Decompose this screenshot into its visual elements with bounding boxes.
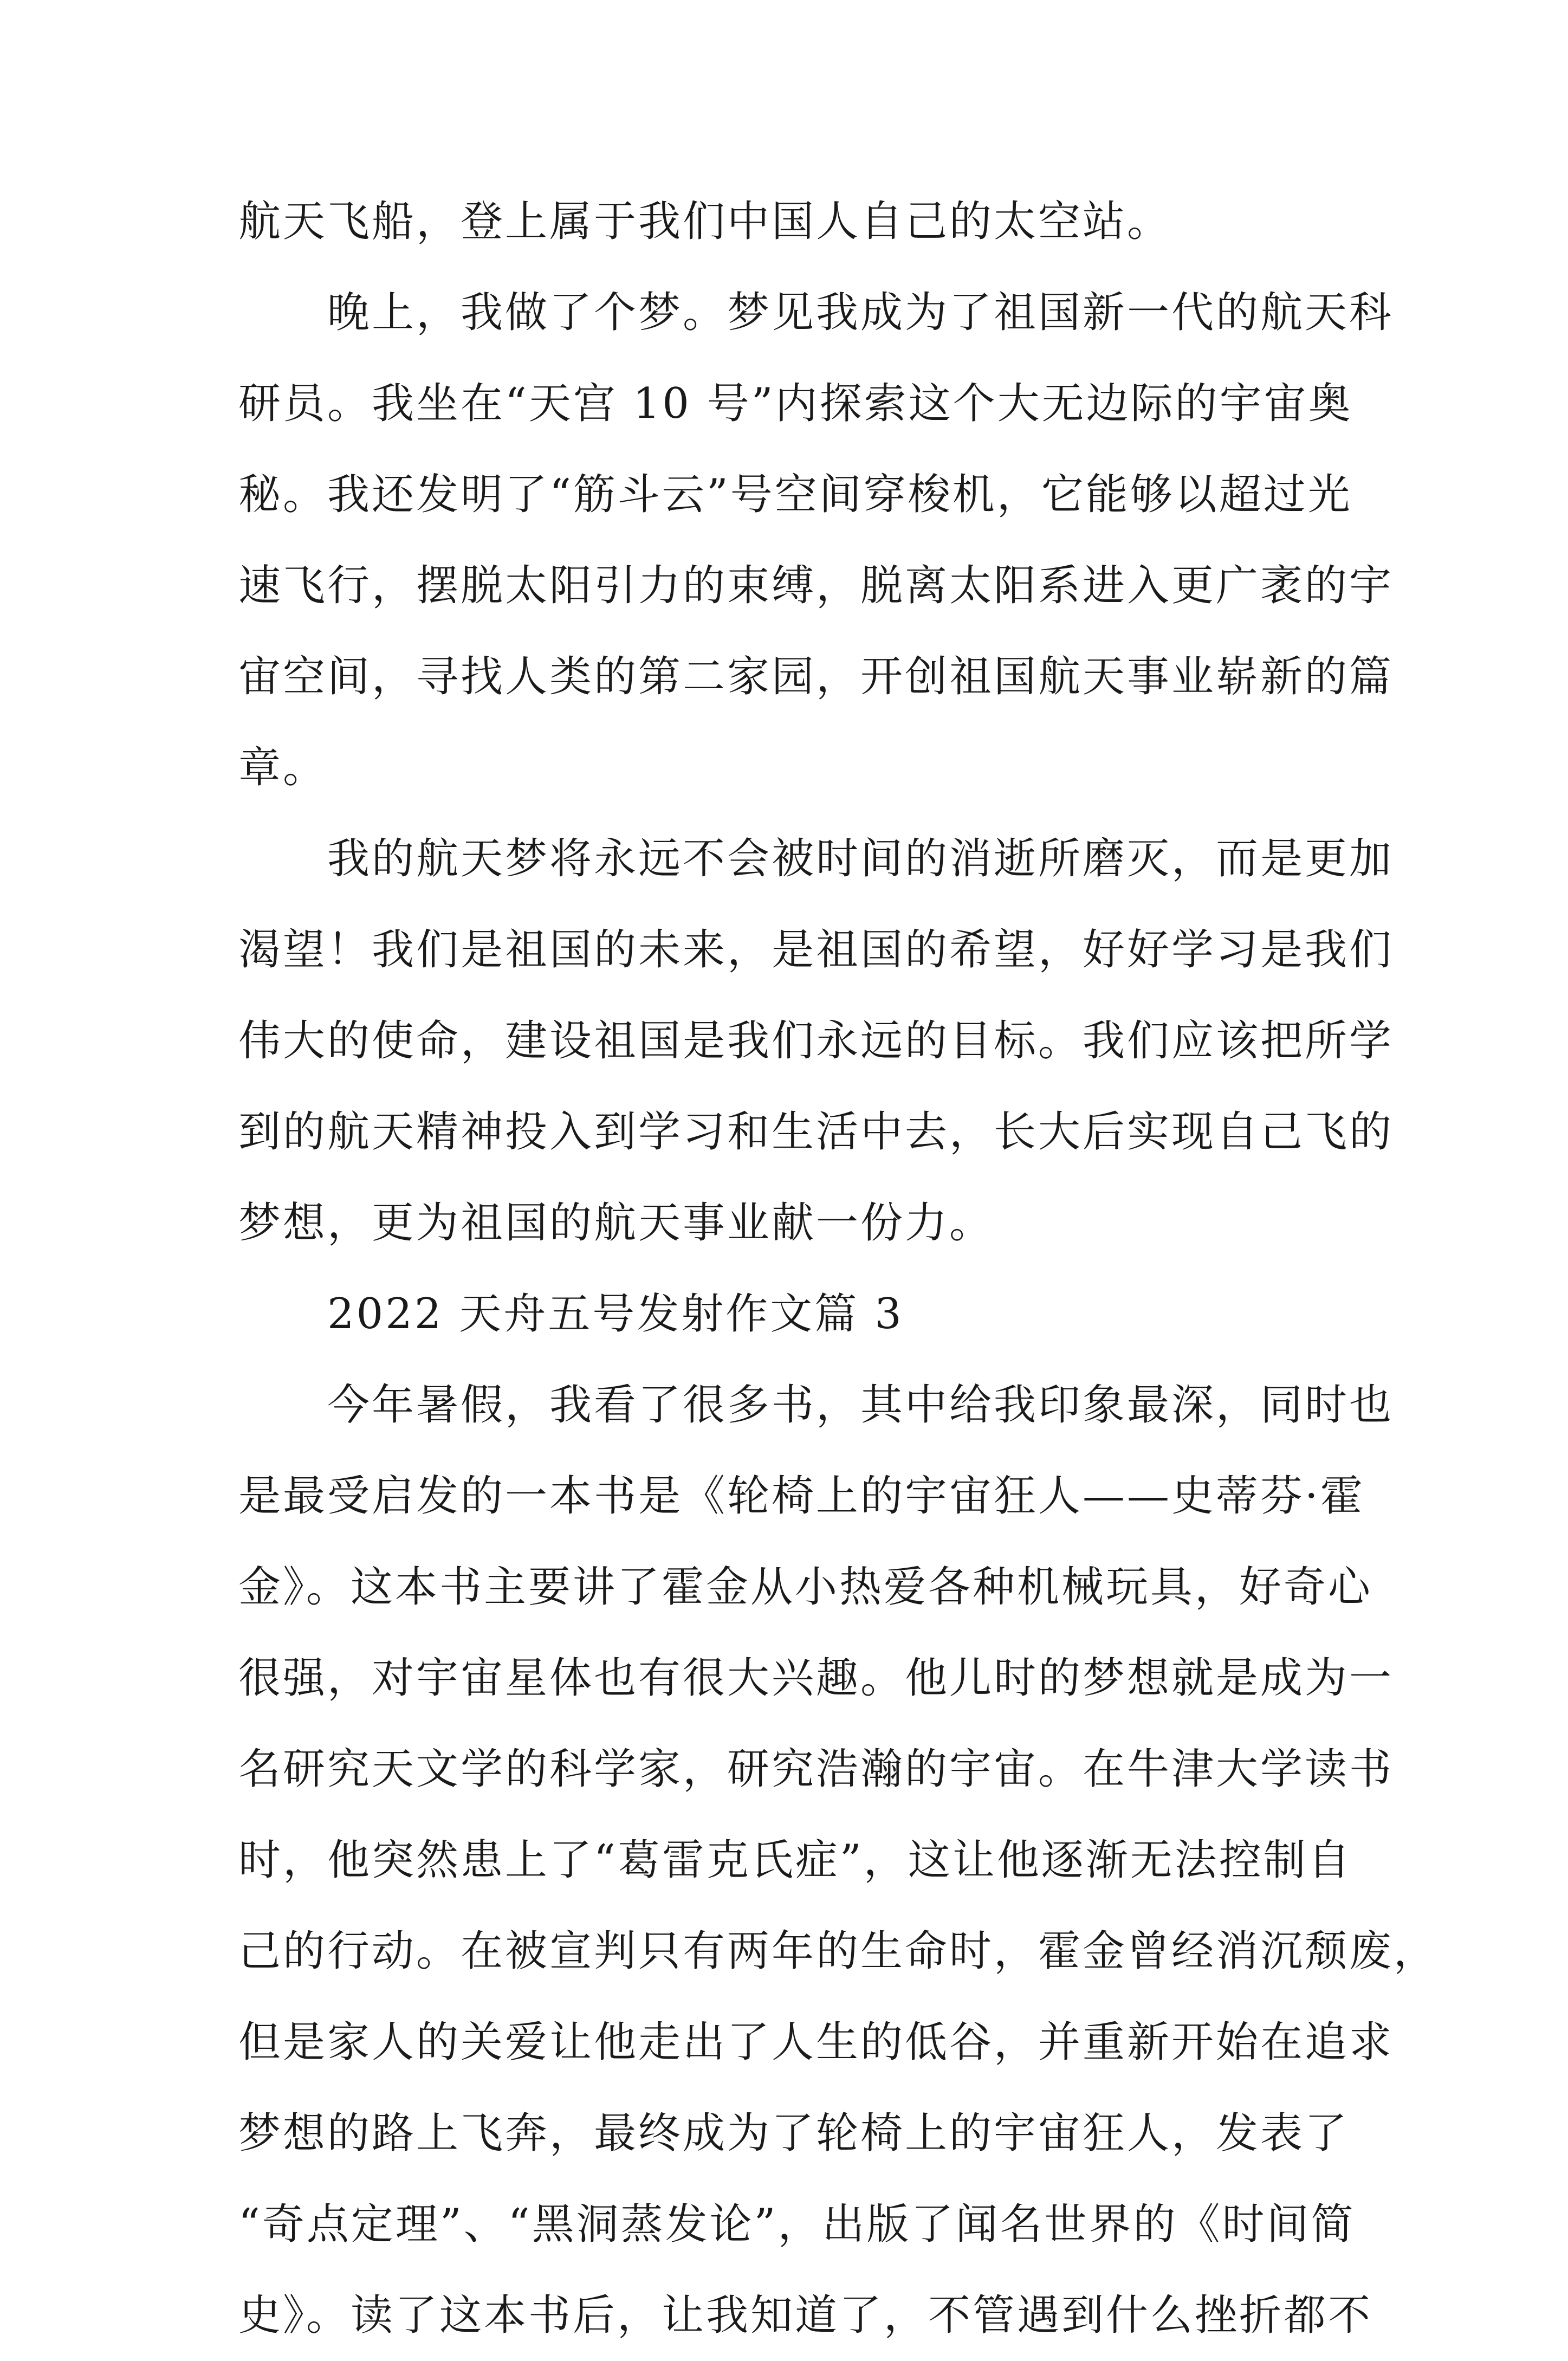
- text-line: 章。: [238, 743, 328, 792]
- text-line: 金》。这本书主要讲了霍金从小热爱各种机械玩具，好奇心: [238, 1563, 1373, 1612]
- paragraph-start-line: 晚上，我做了个梦。梦见我成为了祖国新一代的航天科: [327, 288, 1394, 337]
- text-line: 伟大的使命，建设祖国是我们永远的目标。我们应该把所学: [238, 1017, 1394, 1065]
- text-line: 梦想的路上飞奔，最终成为了轮椅上的宇宙狂人，发表了: [238, 2109, 1350, 2158]
- text-line: 是最受启发的一本书是《轮椅上的宇宙狂人——史蒂芬·霍: [238, 1472, 1365, 1521]
- text-line: 很强，对宇宙星体也有很大兴趣。他儿时的梦想就是成为一: [238, 1654, 1394, 1703]
- paragraph-start-line: 今年暑假，我看了很多书，其中给我印象最深，同时也: [327, 1381, 1394, 1429]
- text-line: 航天飞船，登上属于我们中国人自己的太空站。: [238, 197, 1172, 246]
- text-line: 己的行动。在被宣判只有两年的生命时，霍金曾经消沉颓废，: [238, 1927, 1439, 1976]
- text-line: 速飞行，摆脱太阳引力的束缚，脱离太阳系进入更广袤的宇: [238, 561, 1394, 610]
- text-line: 研员。我坐在“天宫 10 号”内探索这个大无边际的宇宙奥: [238, 379, 1353, 428]
- text-line: 史》。读了这本书后，让我知道了，不管遇到什么挫折都不: [238, 2291, 1373, 2340]
- text-line: 梦想，更为祖国的航天事业献一份力。: [238, 1199, 994, 1247]
- section-heading: 2022 天舟五号发射作文篇 3: [327, 1290, 904, 1338]
- text-line: 渴望！我们是祖国的未来，是祖国的希望，好好学习是我们: [238, 926, 1394, 974]
- text-line: 到的航天精神投入到学习和生活中去，长大后实现自己飞的: [238, 1108, 1394, 1156]
- body-text: [238, 176, 1439, 2361]
- text-line: 秘。我还发明了“筋斗云”号空间穿梭机，它能够以超过光: [238, 470, 1352, 519]
- text-line: 名研究天文学的科学家，研究浩瀚的宇宙。在牛津大学读书: [238, 1745, 1394, 1794]
- text-line: 宙空间，寻找人类的第二家园，开创祖国航天事业崭新的篇: [238, 652, 1394, 701]
- text-line: 时，他突然患上了“葛雷克氏症”，这让他逐渐无法控制自: [238, 1836, 1352, 1885]
- text-line: “奇点定理”、“黑洞蒸发论”，出版了闻名世界的《时间简: [238, 2200, 1356, 2249]
- text-line: 但是家人的关爱让他走出了人生的低谷，并重新开始在追求: [238, 2018, 1394, 2067]
- paragraph-start-line: 我的航天梦将永远不会被时间的消逝所磨灭，而是更加: [327, 835, 1394, 883]
